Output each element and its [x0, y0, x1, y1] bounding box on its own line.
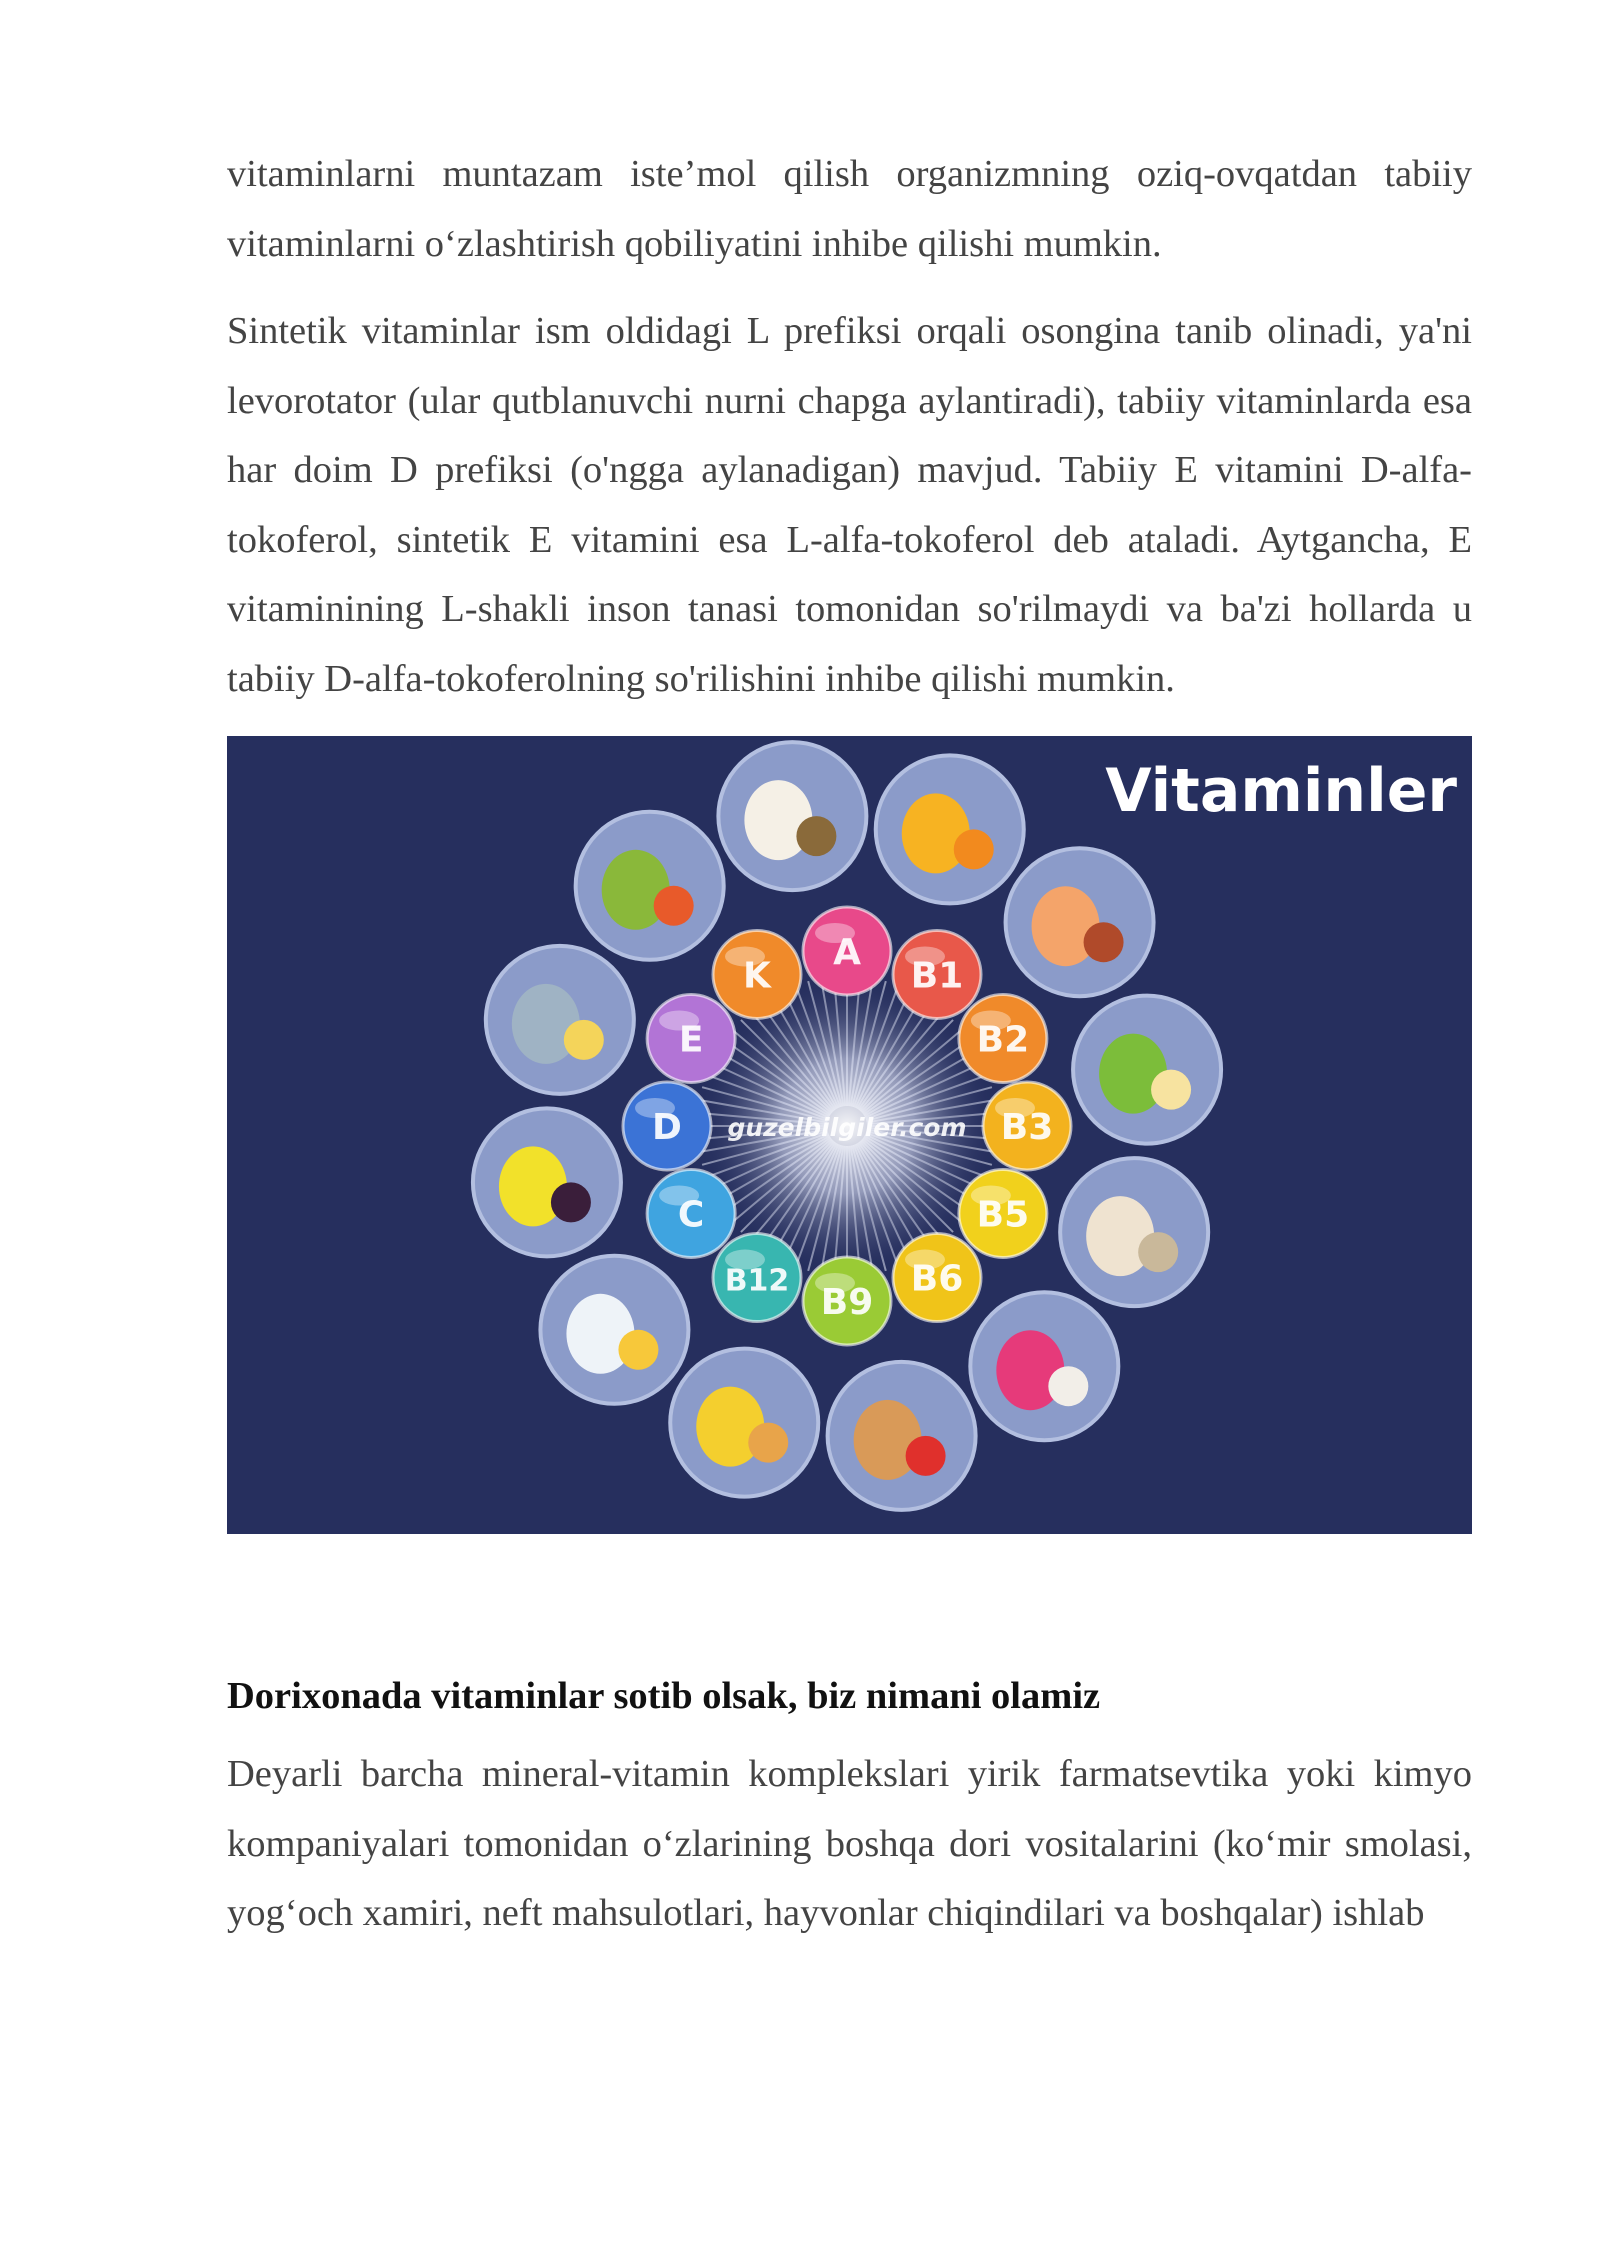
- vitamin-label: D: [652, 1107, 682, 1148]
- vitamin-label: B12: [724, 1263, 790, 1299]
- vitamin-bubble-a: [803, 907, 891, 995]
- vitamin-bubble-c: [647, 1170, 735, 1258]
- vitamin-label: A: [833, 932, 861, 973]
- vitamin-label: E: [678, 1019, 704, 1061]
- broccoli-egg-icon: [1073, 996, 1221, 1144]
- vitamin-bubble-b12: [713, 1234, 801, 1322]
- vitamin-bubble-b3: [983, 1082, 1071, 1170]
- milk-egg-icon: [540, 1256, 688, 1404]
- vitamin-label: B1: [910, 955, 964, 997]
- document-page: [227, 140, 1472, 1967]
- vitamin-label: B6: [910, 1258, 964, 1300]
- paragraph: vitaminlarni muntazam iste’mol qilish organizmning oziq-ovqatdan tabiiy vitaminlarni o‘zlashtirish qobiliyatini inhibe qilishi mumkin.: [227, 153, 1472, 265]
- watermark-text: guzelbilgiler.com: [727, 1113, 967, 1142]
- radish-mushroom-icon: [970, 1292, 1118, 1440]
- vitamin-label: B9: [820, 1282, 874, 1323]
- vitamin-bubble-k: [713, 930, 801, 1018]
- vitamin-label: C: [677, 1194, 705, 1236]
- paragraph: Sintetik vitaminlar ism oldidagi L prefiksi orqali osongina tanib olinadi, ya'ni levorotator (ular qutblanuvchi nurni chapga aylantiradi), tabiiy vitaminlarda esa har doim D prefiksi (o'ngga aylanadigan) mavjud. Tabiiy E vitamini D-alfa-tokoferol, sintetik E vitamini esa L-alfa-tokoferol deb ataladi. Aytgancha, E vitaminining L-shakli inson tanasi tomonidan so'rilmaydi va ba'zi hollarda u tabiiy D-alfa-tokoferolning so'rilishini inhibe qilishi mumkin.: [227, 310, 1472, 700]
- vitamin-bubble-b5: [959, 1170, 1047, 1258]
- section-heading: Dorixonada vitaminlar sotib olsak, biz nimani olamiz: [227, 1675, 1101, 1717]
- lemon-blackcurrant-icon: [473, 1108, 621, 1256]
- banana-onion-icon: [670, 1349, 818, 1497]
- vitamin-bubble-d: [623, 1082, 711, 1170]
- mushroom-icon: [1060, 1158, 1208, 1306]
- walnut-strawberry-icon: [828, 1362, 976, 1510]
- vitamin-label: K: [743, 955, 771, 997]
- vitamin-bubble-b6: [893, 1234, 981, 1322]
- vitamin-label: B5: [976, 1194, 1030, 1236]
- vitamin-bubble-b2: [959, 995, 1047, 1083]
- vitamins-infographic-svg: [227, 736, 1472, 1534]
- tea-cup-icon: [718, 742, 866, 890]
- figure-title: Vitaminler: [1105, 756, 1457, 826]
- vitamin-bubble-e: [647, 995, 735, 1083]
- orange-carrot-icon: [876, 755, 1024, 903]
- paragraph: Deyarli barcha mineral-vitamin komplekslari yirik farmatsevtika yoki kimyo kompaniyalari tomonidan o‘zlarining boshqa dori vositalarini (ko‘mir smolasi, yog‘och xamiri, neft mahsulotlari, hayvonlar chiqindilari va boshqalar) ishlab: [227, 1753, 1472, 1934]
- vitamins-infographic: [227, 736, 1472, 1534]
- vitamin-label: B2: [976, 1019, 1030, 1061]
- fish-cheese-icon: [486, 946, 634, 1094]
- vitamin-label: B3: [1000, 1107, 1054, 1148]
- vitamin-bubble-b9: [803, 1257, 891, 1345]
- peas-peanut-icon: [576, 812, 724, 960]
- vitamin-bubble-b1: [893, 930, 981, 1018]
- peach-hazelnut-icon: [1006, 848, 1154, 996]
